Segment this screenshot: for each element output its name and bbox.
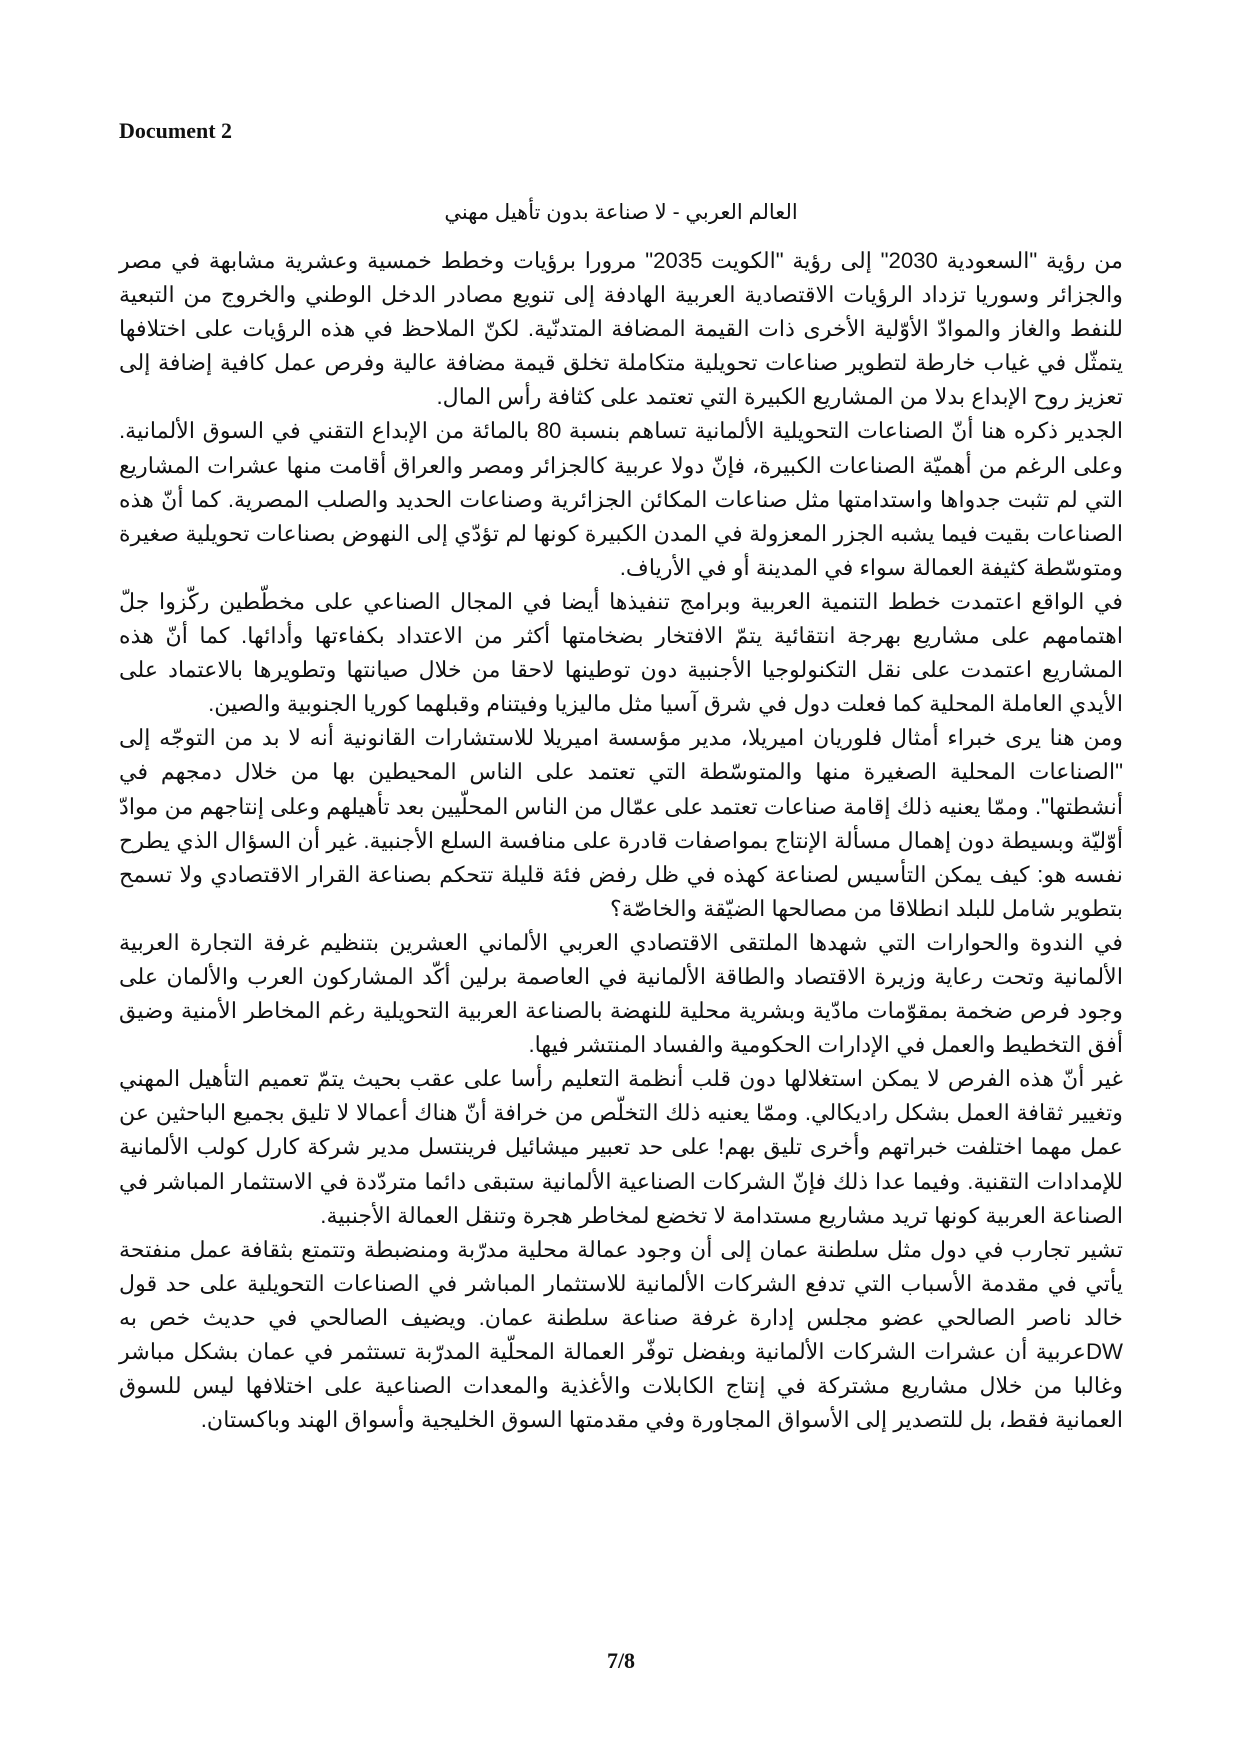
- paragraph-5: في الندوة والحوارات التي شهدها الملتقى الاقتصادي العربي الألماني العشرين بتنظيم غرفة التجارة العربية الألمانية وتحت رعاية وزيرة الاقتصاد والطاقة الألمانية في العاصمة برلين أكّد المشاركون العرب والألمان على وجود فرص ضخمة بمقوّمات مادّية وبشرية محلية للنهضة بالصناعة العربية التحويلية رغم المخاطر الأمنية وضيق أفق التخطيط والعمل في الإدارات الحكومية والفساد المنتشر فيها.: [119, 929, 1123, 1058]
- paragraph-4: ومن هنا يرى خبراء أمثال فلوريان اميريلا، مدير مؤسسة اميريلا للاستشارات القانونية أنه لا بد من التوجّه إلى "الصناعات المحلية الصغيرة منها والمتوسّطة التي تعتمد على الناس المحيطين بها من خلال دمجهم في أنشطتها". وممّا يعنيه ذلك إقامة صناعات تعتمد على عمّال من الناس المحلّيين بعد تأهيلهم وعلى إنتاجهم من موادّ أوّليّة وبسيطة دون إهمال مسألة الإنتاج بمواصفات قادرة على منافسة السلع الأجنبية. غير أن السؤال الذي يطرح نفسه هو: كيف يمكن التأسيس لصناعة كهذه في ظل رفض فئة قليلة تتحكم بصناعة القرار الاقتصادي ولا تسمح بتطوير شامل للبلد انطلاقا من مصالحها الضيّقة والخاصّة؟: [119, 725, 1123, 921]
- document-label: Document 2: [119, 118, 233, 143]
- paragraph-6: غير أنّ هذه الفرص لا يمكن استغلالها دون قلب أنظمة التعليم رأسا على عقب بحيث يتمّ تعميم التأهيل المهني وتغيير ثقافة العمل بشكل راديكالي. وممّا يعنيه ذلك التخلّص من خرافة أنّ هناك أعمالا لا تليق بجميع الباحثين عن عمل مهما اختلفت خبراتهم وأخرى تليق بهم! على حد تعبير ميشائيل فرينتسل مدير شركة كارل كولب الألمانية للإمدادات التقنية. وفيما عدا ذلك فإنّ الشركات الصناعية الألمانية ستبقى دائما متردّدة في الاستثمار المباشر في الصناعة العربية كونها تريد مشاريع مستدامة لا تخضع لمخاطر هجرة وتنقل العمالة الأجنبية.: [119, 1066, 1123, 1228]
- paragraph-3: في الواقع اعتمدت خطط التنمية العربية وبرامج تنفيذها أيضا في المجال الصناعي على مخطّطين ركّزوا جلّ اهتمامهم على مشاريع بهرجة انتقائية يتمّ الافتخار بضخامتها أكثر من الاعتداد بكفاءتها وأدائها. كما أنّ هذه المشاريع اعتمدت على نقل التكنولوجيا الأجنبية دون توطينها لاحقا من خلال صيانتها وتطويرها بالاعتماد على الأيدي العاملة المحلية كما فعلت دول في شرق آسيا مثل ماليزيا وفيتنام وقبلهما كوريا الجنوبية والصين.: [119, 588, 1123, 717]
- article-body: [119, 244, 1123, 1437]
- article-title: العالم العربي - لا صناعة بدون تأهيل مهني: [444, 201, 798, 224]
- paragraph-2: الجدير ذكره هنا أنّ الصناعات التحويلية الألمانية تساهم بنسبة 80 بالمائة من الإبداع التقني في السوق الألمانية. وعلى الرغم من أهميّة الصناعات الكبيرة، فإنّ دولا عربية كالجزائر ومصر والعراق أقامت منها عشرات المشاريع التي لم تثبت جدواها واستدامتها مثل صناعات المكائن الجزائرية وصناعات الحديد والصلب المصرية. كما أنّ هذه الصناعات بقيت فيما يشبه الجزر المعزولة في المدن الكبيرة كونها لم تؤدّي إلى النهوض بصناعات تحويلية صغيرة ومتوسّطة كثيفة العمالة سواء في المدينة أو في الأرياف.: [119, 418, 1124, 580]
- page-number: 7/8: [606, 1648, 636, 1673]
- paragraph-7: تشير تجارب في دول مثل سلطنة عمان إلى أن وجود عمالة محلية مدرّبة ومنضبطة وتتمتع بثقافة عمل منفتحة يأتي في مقدمة الأسباب التي تدفع الشركات الألمانية للاستثمار المباشر في الصناعات التحويلية على حد قول خالد ناصر الصالحي عضو مجلس إدارة غرفة صناعة سلطنة عمان. ويضيف الصالحي في حديث خص به DWعربية أن عشرات الشركات الألمانية وبفضل توفّر العمالة المحلّية المدرّبة تستثمر في عمان بشكل مباشر وغالبا من خلال مشاريع مشتركة في إنتاج الكابلات والأغذية والمعدات الصناعية على اختلافها ليس للسوق العمانية فقط، بل للتصدير إلى الأسواق المجاورة وفي مقدمتها السوق الخليجية وأسواق الهند وباكستان.: [119, 1236, 1123, 1433]
- paragraph-1: من رؤية "السعودية 2030" إلى رؤية "الكويت 2035" مرورا برؤيات وخطط خمسية وعشرية مشابهة في مصر والجزائر وسوريا تزداد الرؤيات الاقتصادية العربية الهادفة إلى تنويع مصادر الدخل الوطني والخروج من التبعية للنفط والغاز والموادّ الأوّلية الأخرى ذات القيمة المضافة المتدنّية. لكنّ الملاحظ في هذه الرؤيات على اختلافها يتمثّل في غياب خارطة لتطوير صناعات تحويلية متكاملة تخلق قيمة مضافة عالية وفرص عمل كافية إضافة إلى تعزيز روح الإبداع بدلا من المشاريع الكبيرة التي تعتمد على كثافة رأس المال.: [119, 248, 1123, 410]
